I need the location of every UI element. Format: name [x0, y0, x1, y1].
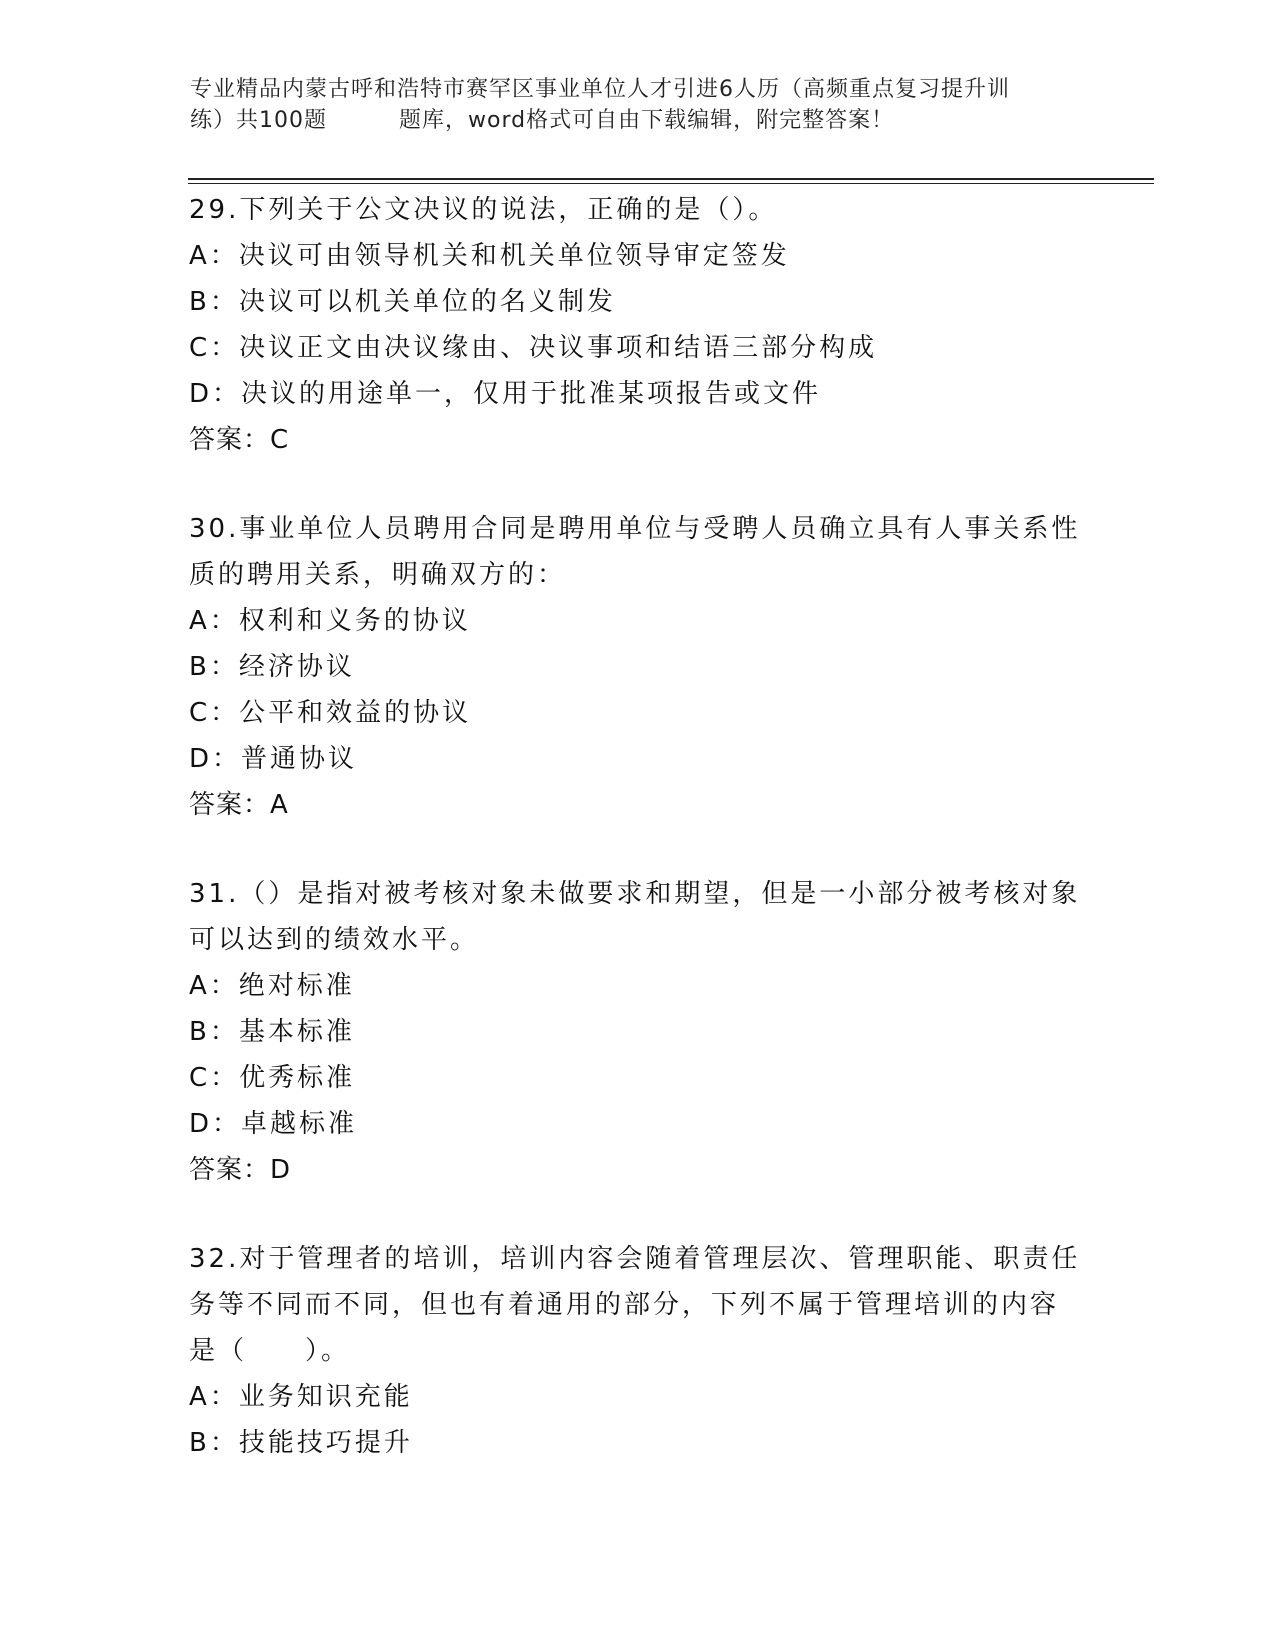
option-d: D：卓越标准 — [189, 1109, 358, 1139]
header-line-2-part-1: 练）共100题 — [190, 108, 327, 133]
question-29 — [189, 187, 1119, 463]
answer-label: 答案：A — [189, 790, 289, 820]
option-a: A：绝对标准 — [189, 971, 355, 1001]
question-text-line: 务等不同而不同，但也有着通用的部分，下列不属于管理培训的内容 — [189, 1290, 1060, 1320]
option-a: A：权利和义务的协议 — [189, 606, 471, 636]
header-line-2-part-2: 题库，word格式可自由下载编辑，附完整答案！ — [399, 108, 895, 133]
question-list — [189, 187, 1119, 1466]
option-d: D：决议的用途单一，仅用于批准某项报告或文件 — [189, 379, 822, 409]
option-d: D：普通协议 — [189, 744, 358, 774]
option-b: B：经济协议 — [189, 652, 355, 682]
answer-label: 答案：D — [189, 1155, 292, 1185]
option-b: B：技能技巧提升 — [189, 1428, 413, 1458]
question-text-line: 29.下列关于公文决议的说法，正确的是（）。 — [189, 195, 778, 225]
header-divider-thick — [188, 178, 1154, 180]
option-b: B：基本标准 — [189, 1017, 355, 1047]
option-c: C：决议正文由决议缘由、决议事项和结语三部分构成 — [189, 333, 878, 363]
question-32 — [189, 1236, 1119, 1466]
header-divider-thin — [188, 183, 1154, 184]
option-c: C：公平和效益的协议 — [189, 698, 472, 728]
header-line-2 — [190, 105, 1100, 136]
header-line-1: 专业精品内蒙古呼和浩特市赛罕区事业单位人才引进6人历（高频重点复习提升训 — [190, 77, 1010, 102]
question-text-line: 质的聘用关系，明确双方的： — [189, 560, 567, 590]
question-text-line: 可以达到的绩效水平。 — [189, 925, 480, 955]
answer-label: 答案：C — [189, 425, 290, 455]
question-31 — [189, 871, 1119, 1193]
page-header — [190, 74, 1100, 136]
question-text-line: 是（ ）。 — [189, 1336, 351, 1366]
question-text-line: 32.对于管理者的培训，培训内容会随着管理层次、管理职能、职责任 — [189, 1244, 1081, 1274]
question-30 — [189, 506, 1119, 828]
question-text-line: 30.事业单位人员聘用合同是聘用单位与受聘人员确立具有人事关系性 — [189, 514, 1081, 544]
option-c: C：优秀标准 — [189, 1063, 356, 1093]
option-a: A：决议可由领导机关和机关单位领导审定签发 — [189, 241, 790, 271]
option-a: A：业务知识充能 — [189, 1382, 413, 1412]
question-text-line: 31.（）是指对被考核对象未做要求和期望，但是一小部分被考核对象 — [189, 879, 1081, 909]
option-b: B：决议可以机关单位的名义制发 — [189, 287, 616, 317]
